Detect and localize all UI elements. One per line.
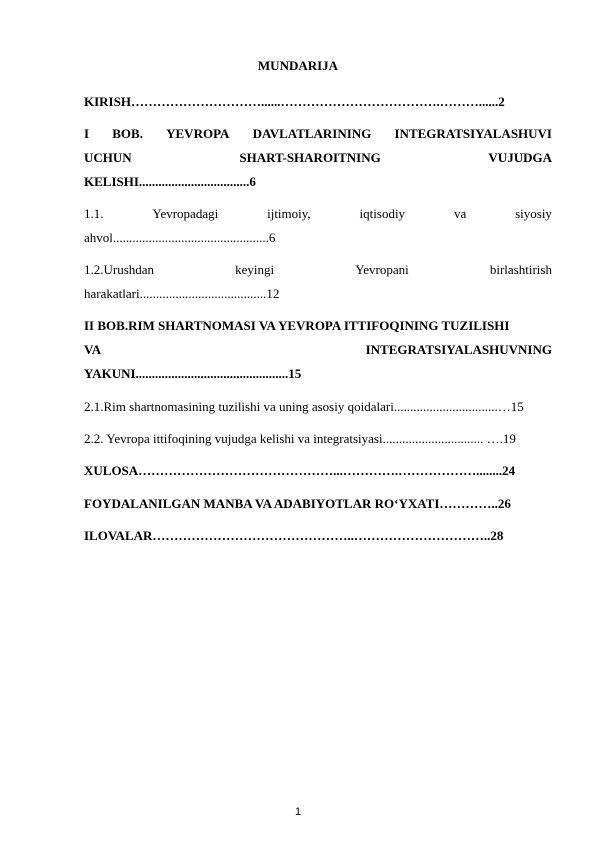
word: I bbox=[84, 126, 90, 141]
word: VUJUDGA bbox=[488, 150, 552, 165]
toc-entry-chapter-2-line-3: YAKUNI...............................................15 bbox=[84, 366, 302, 381]
word: va bbox=[453, 206, 467, 221]
toc-entry-section-1-2-line-2: harakatlari.......................................12 bbox=[84, 286, 280, 301]
word: Yevropadagi bbox=[152, 206, 219, 221]
toc-entry-xulosa: XULOSA………………………………………...………….………………........24 bbox=[84, 463, 516, 478]
word: YEVROPA bbox=[166, 126, 230, 141]
toc-entry-chapter-1-line-3: KELISHI..................................6 bbox=[84, 174, 256, 189]
word: 1.1. bbox=[84, 206, 104, 221]
word: birlashtirish bbox=[489, 262, 552, 277]
toc-entry-ilovalar: ILOVALAR………………………………………..…………………………..28 bbox=[84, 528, 504, 543]
toc-entry-chapter-2-line-1: II BOB.RIM SHARTNOMASI VA YEVROPA ITTIFOQINING TUZILISHI bbox=[84, 318, 510, 333]
toc-entry-chapter-1-line-1 bbox=[84, 124, 552, 144]
page-title: MUNDARIJA bbox=[257, 58, 339, 73]
word: 1.2.Urushdan bbox=[84, 262, 155, 277]
word: keyingi bbox=[235, 262, 275, 277]
page-number: 1 bbox=[294, 806, 302, 818]
word: ijtimoiy, bbox=[267, 206, 311, 221]
word: siyosiy bbox=[515, 206, 552, 221]
toc-entry-chapter-1-line-2 bbox=[84, 148, 552, 168]
word: Yevropani bbox=[355, 262, 409, 277]
word: iqtisodiy bbox=[359, 206, 406, 221]
toc-entry-section-2-2: 2.2. Yevropa ittifoqining vujudga kelishi va integratsiyasi............................... ….19 bbox=[84, 431, 516, 446]
toc-entry-section-1-1-line-1 bbox=[84, 204, 552, 224]
toc-entry-kirish: KIRISH…………………………......……………………………….………......2 bbox=[84, 94, 505, 109]
word: BOB. bbox=[112, 126, 143, 141]
word: UCHUN bbox=[84, 150, 132, 165]
toc-entry-foydalanilgan: FOYDALANILGAN MANBA VA ADABIYOTLAR RO‘YXATI…………..26 bbox=[84, 496, 511, 511]
word: VA bbox=[84, 342, 102, 357]
toc-entry-section-2-1: 2.1.Rim shartnomasining tuzilishi va uning asosiy qoidalari................................…15 bbox=[84, 399, 524, 414]
word: INTEGRATSIYALASHUVI bbox=[394, 126, 552, 141]
word: SHART-SHAROITNING bbox=[239, 150, 381, 165]
word: DAVLATLARINING bbox=[252, 126, 372, 141]
toc-entry-section-1-1-line-2: ahvol................................................6 bbox=[84, 230, 276, 245]
toc-entry-chapter-2-line-2 bbox=[84, 340, 552, 360]
word: INTEGRATSIYALASHUVNING bbox=[365, 342, 552, 357]
toc-entry-section-1-2-line-1 bbox=[84, 260, 552, 280]
